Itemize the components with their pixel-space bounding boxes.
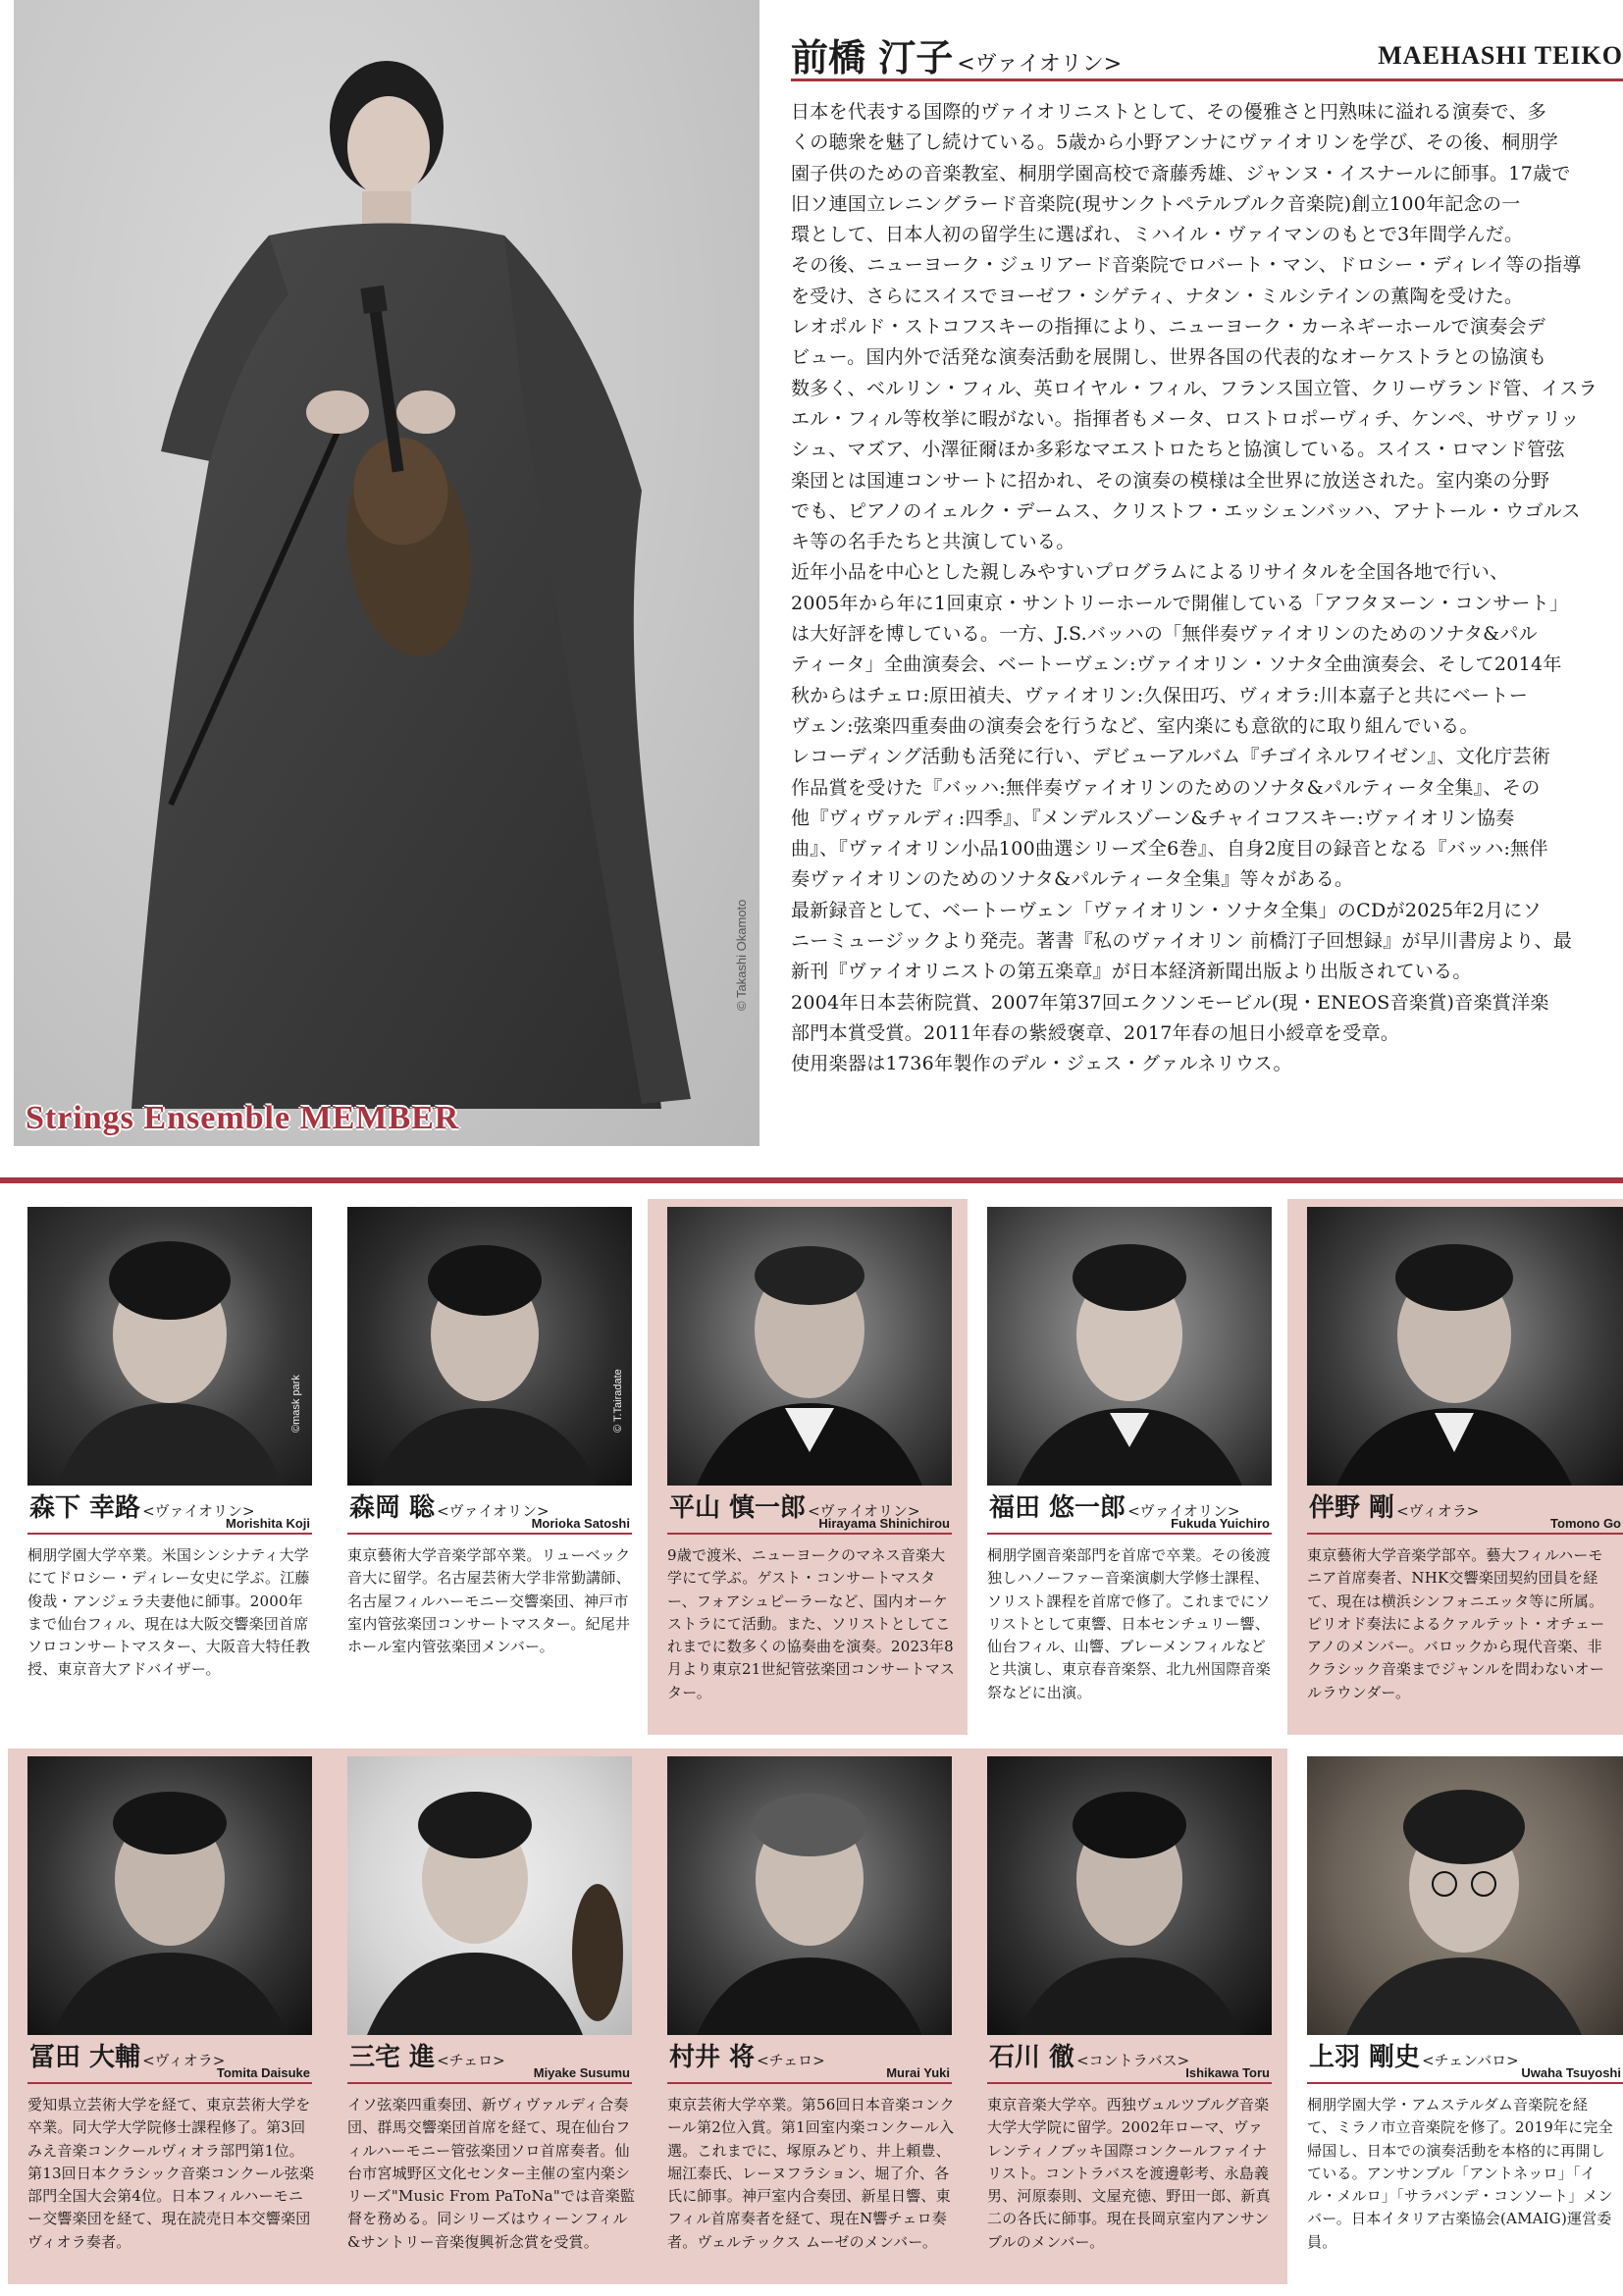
portrait-silhouette	[27, 1756, 312, 2035]
soloist-name-jp	[791, 27, 1122, 81]
section-divider	[0, 1177, 1623, 1183]
member-card	[8, 1199, 328, 1735]
member-card	[968, 1199, 1287, 1735]
member-name-jp	[669, 2037, 825, 2073]
member-name-jp-text: 三宅 進	[349, 2043, 436, 2072]
member-name-jp-text: 冨田 大輔	[29, 2043, 141, 2072]
member-name-jp	[349, 2037, 505, 2073]
member-name-jp	[1309, 1487, 1479, 1524]
member-name-jp-text: 伴野 剛	[1309, 1493, 1395, 1523]
soloist-name-en: MAEHASHI TEIKO	[1378, 41, 1623, 70]
member-name-en: Tomita Daisuke	[216, 2065, 310, 2080]
member-bio: 東京芸術大学卒業。第56回日本音楽コンクール第2位入賞。第1回室内楽コンクール入選。これまでに、塚原みどり、井上頼豊、堀江泰氏、レーヌフラション、堀了介、各氏に師事。神戸室内合奏団、新星日響、東フィル首席奏者を経て、現在N響チェロ奏者。ヴェルテックス ムーゼのメンバー。	[667, 2096, 955, 2251]
member-name-en: Uwaha Tsuyoshi	[1521, 2065, 1621, 2080]
member-name-bar	[667, 1486, 952, 1535]
member-grid	[0, 1199, 1623, 2296]
member-photo	[27, 1207, 312, 1486]
member-name-bar	[347, 2035, 632, 2084]
member-photo-credit: © T.Tairadate	[612, 1369, 624, 1433]
member-name-jp-text: 石川 徹	[989, 2043, 1075, 2072]
member-photo	[987, 1756, 1272, 2035]
member-card	[328, 1199, 648, 1735]
section-title: Strings Ensemble MEMBER	[26, 1100, 460, 1136]
member-name-en: Fukuda Yuichiro	[1171, 1516, 1270, 1531]
member-name-jp	[29, 2037, 225, 2073]
member-name-bar	[27, 1486, 312, 1535]
member-name-bar	[347, 1486, 632, 1535]
portrait-silhouette	[347, 1756, 632, 2035]
member-bio: 東京藝術大学音楽学部卒。藝大フィルハーモニア首席奏者、NHK交響楽団契約団員を経て、現在は横浜シンフォニエッタ等に所属。ピリオド奏法によるクァルテット・オチェーアノのメンバー。バロックから現代音楽、非クラシック音楽までジャンルを問わないオールラウンダー。	[1307, 1546, 1605, 1701]
member-bio: 愛知県立芸術大学を経て、東京芸術大学を卒業。同大学大学院修士課程修了。第3回みえ音楽コンクールヴィオラ部門第1位。第13回日本クラシック音楽コンクール弦楽部門全国大会第4位。日本フィルハーモニー交響楽団を経て、現在読売日本交響楽団ヴィオラ奏者。	[27, 2096, 315, 2251]
member-role: <ヴァイオリン>	[808, 1502, 920, 1520]
member-name-en: Hirayama Shinichirou	[818, 1516, 950, 1531]
portrait-silhouette	[667, 1207, 952, 1486]
member-name-bar	[1307, 1486, 1623, 1535]
portrait-silhouette	[27, 1207, 312, 1486]
portrait-silhouette	[987, 1756, 1272, 2035]
soloist-role: <ヴァイオリン>	[957, 52, 1123, 77]
soloist-name-header	[791, 27, 1623, 81]
member-card	[328, 1748, 648, 2284]
member-bio: 東京藝術大学音楽学部卒業。リューベック音大に留学。名古屋芸術大学非常勤講師、名古屋フィルハーモニー交響楽団、神戸市室内管弦楽団コンサートマスター。紀尾井ホール室内管弦楽団メンバー。	[347, 1546, 631, 1656]
member-name-jp	[989, 2037, 1189, 2073]
soloist-name-jp-text: 前橋 汀子	[791, 35, 954, 79]
member-name-jp	[1309, 2037, 1519, 2073]
portrait-silhouette	[1307, 1756, 1623, 2035]
member-photo	[347, 1756, 632, 2035]
member-name-jp-text: 村井 将	[669, 2043, 756, 2072]
violinist-silhouette	[14, 0, 759, 1146]
member-role: <ヴィオラ>	[142, 2052, 226, 2069]
member-role: <ヴァイオリン>	[142, 1502, 255, 1520]
soloist-bio-text: 日本を代表する国際的ヴァイオリニストとして、その優雅さと円熟味に溢れる演奏で、多 くの聴衆を魅了し続けている。5歳から小野アンナにヴァイオリンを学び、その後、桐朋学 園子供のための音楽教室、桐朋学園高校で斎藤秀雄、ジャンヌ・イスナールに師事。17歳で 旧ソ連国立レニングラード音楽院(現サンクトペテルブルク音楽院)創立100年記念の一 環として、日本人初の留学生に選ばれ、ミハイル・ヴァイマンのもとで3年間学んだ。 その後、ニューヨーク・ジュリアード音楽院でロバート・マン、ドロシー・ディレイ等の指導 を受け、さらにスイスでヨーゼフ・シゲティ、ナタン・ミルシテインの薫陶を受けた。 レオポルド・ストコフスキーの指揮により、ニューヨーク・カーネギーホールで演奏会デ ビュー。国内外で活発な演奏活動を展開し、世界各国の代表的なオーケストラとの協演も 数多く、ベルリン・フィル、英ロイヤル・フィル、フランス国立管、クリーヴランド管、イスラ エル・フィル等枚挙に暇がない。指揮者もメータ、ロストロポーヴィチ、ケンペ、サヴァリッ シュ、マズア、小澤征爾ほか多彩なマエストロたちと協演している。スイス・ロマンド管弦 楽団とは国連コンサートに招かれ、その演奏の模様は全世界に放送された。室内楽の分野 でも、ピアノのイェルク・デームス、クリストフ・エッシェンバッハ、アナトール・ウゴルス キ等の名手たちと共演している。 近年小品を中心とした親しみやすいプログラムによるリサイタルを全国各地で行い、 2005年から年に1回東京・サントリーホールで開催している「アフタヌーン・コンサート」 は大好評を博している。一方、J.S.バッハの「無伴奏ヴァイオリンのためのソナタ&パル ティータ」全曲演奏会、ベートーヴェン:ヴァイオリン・ソナタ全曲演奏会、そして2014年 秋からはチェロ:原田禎夫、ヴァイオリン:久保田巧、ヴィオラ:川本嘉子と共にベートー ヴェン:弦楽四重奏曲の演奏会を行うなど、室内楽にも意欲的に取り組んでいる。 レコーディング活動も活発に行い、デビューアルバム『チゴイネルワイゼン』、文化庁芸術 作品賞を受けた『バッハ:無伴奏ヴァイオリンのためのソナタ&パルティータ全集』、その 他『ヴィヴァルディ:四季』、『メンデルスゾーン&チャイコフスキー:ヴァイオリン協奏 曲』、『ヴァイオリン小品100曲選シリーズ全6巻』、自身2度目の録音となる『バッハ:無伴 奏ヴァイオリンのためのソナタ&パルティータ全集』等々がある。 最新録音として、ベートーヴェン「ヴァイオリン・ソナタ全集」のCDが2025年2月にソ ニーミュージックより発売。著書『私のヴァイオリン 前橋汀子回想録』が早川書房より、最 新刊『ヴァイオリニストの第五楽章』が日本経済新聞出版より出版されている。 2004年日本芸術院賞、2007年第37回エクソンモービル(現・ENEOS音楽賞)音楽賞洋楽 部門本賞受賞。2011年春の紫綬褒章、2017年春の旭日小綬章を受章。 使用楽器は1736年製作のデル・ジェス・グァルネリウス。	[791, 101, 1597, 1075]
portrait-silhouette	[987, 1207, 1272, 1486]
member-bio: 東京音楽大学卒。西独ヴュルツブルグ音楽大学大学院に留学。2002年ローマ、ヴァレンティノブッキ国際コンクールファイナリスト。コントラバスを渡邊彰考、永島義男、河原泰則、文屋充徳、野田一郎、新真二の各氏に師事。現在長岡京室内アンサンブルのメンバー。	[987, 2096, 1271, 2251]
portrait-silhouette	[667, 1756, 952, 2035]
member-name-jp	[349, 1487, 550, 1524]
member-name-en: Miyake Susumu	[533, 2065, 630, 2080]
member-photo	[667, 1756, 952, 2035]
member-bio: 桐朋学園大学・アムステルダム音楽院を経て、ミラノ市立音楽院を修了。2019年に完全帰国し、日本での演奏活動を本格的に再開している。アンサンブル「アントネッロ」「イル・メルロ」「サラバンデ・コンソート」メンバー。日本イタリア古楽協会(AMAIG)運営委員。	[1307, 2096, 1613, 2251]
portrait-silhouette	[347, 1207, 632, 1486]
member-photo	[1307, 1207, 1623, 1486]
soloist-bio	[791, 27, 1623, 1080]
member-name-bar	[27, 2035, 312, 2084]
member-card	[8, 1748, 328, 2284]
member-name-jp	[29, 1487, 255, 1524]
member-name-jp-text: 平山 慎一郎	[669, 1493, 807, 1523]
member-photo	[347, 1207, 632, 1486]
member-photo	[667, 1207, 952, 1486]
member-name-bar	[987, 2035, 1272, 2084]
member-card	[968, 1748, 1287, 2284]
member-role: <チェロ>	[437, 2052, 505, 2069]
member-name-jp-text: 福田 悠一郎	[989, 1493, 1126, 1523]
member-name-en: Morishita Koji	[226, 1516, 310, 1531]
member-bio: 9歳で渡米、ニューヨークのマネス音楽大学にて学ぶ。ゲスト・コンサートマスター、フォアシュピーラーなど、国内オーケストラにて活動。また、ソリストとしてこれまでに数多くの協奏曲を演奏。2023年8月より東京21世紀管弦楽団コンサートマスター。	[667, 1546, 956, 1701]
member-photo	[27, 1756, 312, 2035]
member-name-en: Morioka Satoshi	[531, 1516, 630, 1531]
member-name-en: Tomono Go	[1550, 1516, 1621, 1531]
member-bio: イソ弦楽四重奏団、新ヴィヴァルディ合奏団、群馬交響楽団首席を経て、現在仙台フィルハーモニー管弦楽団ソロ首席奏者。仙台市宮城野区文化センター主催の室内楽シリーズ"Music From PaToNa"では音楽監督を務める。同シリーズはウィーンフィル&サントリー音楽復興祈念賞を受賞。	[347, 2096, 636, 2251]
soloist-portrait-photo	[14, 0, 759, 1146]
member-role: <ヴィオラ>	[1396, 1502, 1480, 1520]
member-name-bar	[667, 2035, 952, 2084]
member-card	[1287, 1748, 1623, 2284]
member-photo-credit: ©mask park	[290, 1375, 302, 1433]
member-name-en: Murai Yuki	[886, 2065, 950, 2080]
member-name-bar	[987, 1486, 1272, 1535]
member-role: <ヴァイオリン>	[1127, 1502, 1240, 1520]
member-bio: 桐朋学園音楽部門を首席で卒業。その後渡独しハノーファー音楽演劇大学修士課程、ソリスト課程を首席で修了。これまでにソリストとして東響、日本センチュリー響、仙台フィル、山響、ブレーメンフィルなどと共演し、東京春音楽祭、北九州国際音楽祭などに出演。	[987, 1546, 1271, 1701]
member-name-en: Ishikawa Toru	[1185, 2065, 1270, 2080]
member-name-bar	[1307, 2035, 1623, 2084]
portrait-silhouette	[1307, 1207, 1623, 1486]
member-name-jp-text: 上羽 剛史	[1309, 2043, 1421, 2072]
member-role: <ヴァイオリン>	[437, 1502, 550, 1520]
member-card	[1287, 1199, 1623, 1735]
member-role: <コントラバス>	[1076, 2052, 1190, 2069]
member-bio: 桐朋学園大学卒業。米国シンシナティ大学にてドロシー・ディレー女史に学ぶ。江藤俊哉・アンジェラ夫妻他に師事。2000年まで仙台フィル、現在は大阪交響楽団首席ソロコンサートマスター、大阪音大特任教授、東京音大アドバイザー。	[27, 1546, 311, 1679]
member-name-jp-text: 森下 幸路	[29, 1493, 141, 1523]
member-card	[648, 1748, 968, 2284]
photo-credit: © Takashi Okamoto	[734, 899, 749, 1011]
member-name-jp-text: 森岡 聡	[349, 1493, 436, 1523]
member-card	[648, 1199, 968, 1735]
member-role: <チェロ>	[757, 2052, 825, 2069]
member-photo	[1307, 1756, 1623, 2035]
member-role: <チェンバロ>	[1422, 2052, 1519, 2069]
member-photo	[987, 1207, 1272, 1486]
